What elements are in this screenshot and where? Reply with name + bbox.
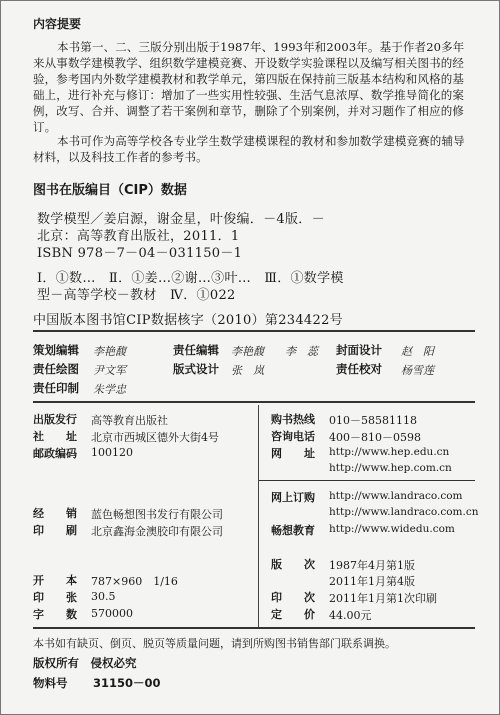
printing-supervisor: 朱学忠 <box>93 383 126 396</box>
edition-2: 2011年1月第4版 <box>329 575 415 588</box>
summary-paragraph-1: 本书第一、二、三版分别出版于1987年、1993年和2003年。基于作者20多年来从事数学建模教学、组织数学建模竞赛、开设数学实验课程以及编写相关图书的经验，参考国内外数学建模教材和教学单元，第四版在保持前三版基本结构和风格的基础上，进行补充与修订：增加了一些实用性较强、生活气息浓厚、数学推导简化的案例，改写、合并、调整了若干案例和章节，删除了个别案例，并对习题作了相应的修订。 <box>33 40 465 134</box>
planning-editor-label: 策划编辑 <box>33 343 79 357</box>
online-order-link-1[interactable]: http://www.landraco.com <box>329 490 463 502</box>
printer: 北京鑫海金澳胶印有限公司 <box>91 525 223 538</box>
material-number-label: 物料号 <box>33 676 68 690</box>
impression-label: 印 次 <box>271 591 315 604</box>
consult-phone: 400－810－0598 <box>329 431 421 444</box>
consult-phone-label: 咨询电话 <box>271 430 315 443</box>
sheets: 30.5 <box>91 590 116 603</box>
drawing-label: 责任绘图 <box>33 362 79 376</box>
responsible-editor-label: 责任编辑 <box>173 343 219 357</box>
format: 787×960 1/16 <box>91 575 178 588</box>
printer-label: 印 刷 <box>33 524 77 537</box>
planning-editor: 李艳馥 <box>93 345 126 358</box>
impression: 2011年1月第1次印刷 <box>329 592 437 605</box>
quality-notice: 本书如有缺页、倒页、脱页等质量问题，请到所购图书销售部门联系调换。 <box>33 637 396 650</box>
responsible-editor-2: 李 蕊 <box>285 345 318 358</box>
cip-line-4: Ⅰ．①数… Ⅱ．①姜…②谢…③叶… Ⅲ．①数学模 <box>37 271 344 286</box>
cip-library: 中国版本图书馆CIP数据核字（2010）第234422号 <box>33 313 343 328</box>
divider <box>33 627 475 629</box>
words: 570000 <box>91 607 133 620</box>
copyright-notice: 版权所有 侵权必究 <box>33 656 137 670</box>
online-order-link-2[interactable]: http://www.landraco.com.cn <box>329 506 479 518</box>
address: 北京市西城区德外大街4号 <box>91 431 219 444</box>
cip-line-1: 数学模型／姜启源，谢金星，叶俊编．－4版．－ <box>37 212 325 227</box>
website-link-2[interactable]: http://www.hep.com.cn <box>329 462 452 474</box>
cip-line-5: 型－高等学校－教材 Ⅳ．①022 <box>37 288 236 303</box>
cip-title: 图书在版编目（CIP）数据 <box>33 183 187 198</box>
address-label: 社 址 <box>33 430 77 443</box>
wide-edu-link[interactable]: http://www.widedu.com <box>329 523 455 535</box>
responsible-editor-1: 李艳馥 <box>231 345 264 358</box>
cip-line-2: 北京：高等教育出版社，2011．1 <box>37 229 240 244</box>
layout-label: 版式设计 <box>173 362 219 376</box>
material-number: 31150－00 <box>93 676 161 690</box>
divider <box>259 480 475 481</box>
edition-1: 1987年4月第1版 <box>329 559 415 572</box>
distributor: 蓝色畅想图书发行有限公司 <box>91 508 223 521</box>
price: 44.00元 <box>329 609 372 622</box>
hotline-label: 购书热线 <box>271 413 315 426</box>
divider <box>33 330 475 332</box>
printing-label: 责任印制 <box>33 381 79 395</box>
postcode-label: 邮政编码 <box>33 447 77 460</box>
postcode: 100120 <box>91 446 133 459</box>
price-label: 定 价 <box>271 608 315 621</box>
hotline: 010－58581118 <box>329 414 417 427</box>
website-link-1[interactable]: http://www.hep.edu.cn <box>329 446 450 458</box>
online-order-label: 网上订购 <box>271 491 315 504</box>
divider <box>33 401 475 403</box>
proofreader: 杨雪莲 <box>401 364 434 377</box>
drawing: 尹文军 <box>93 364 126 377</box>
proofread-label: 责任校对 <box>336 362 382 376</box>
summary-title: 内容提要 <box>33 17 82 31</box>
edition-label: 版 次 <box>271 558 315 571</box>
cover-design: 赵 阳 <box>401 345 434 358</box>
website-label: 网 址 <box>271 447 315 460</box>
column-divider <box>258 405 259 627</box>
format-label: 开 本 <box>33 574 77 587</box>
words-label: 字 数 <box>33 608 77 621</box>
publisher-label: 出版发行 <box>33 413 77 426</box>
summary-paragraph-2: 本书可作为高等学校各专业学生数学建模课程的教材和参加数学建模竞赛的辅导材料，以及科技工作者的参考书。 <box>33 134 465 164</box>
layout-designer: 张 岚 <box>231 364 264 377</box>
wide-edu-label: 畅想教育 <box>271 524 315 537</box>
cover-design-label: 封面设计 <box>336 343 382 357</box>
sheets-label: 印 张 <box>33 591 77 604</box>
cip-line-3: ISBN 978－7－04－031150－1 <box>37 246 243 261</box>
publisher: 高等教育出版社 <box>91 414 168 427</box>
distributor-label: 经 销 <box>33 507 77 520</box>
